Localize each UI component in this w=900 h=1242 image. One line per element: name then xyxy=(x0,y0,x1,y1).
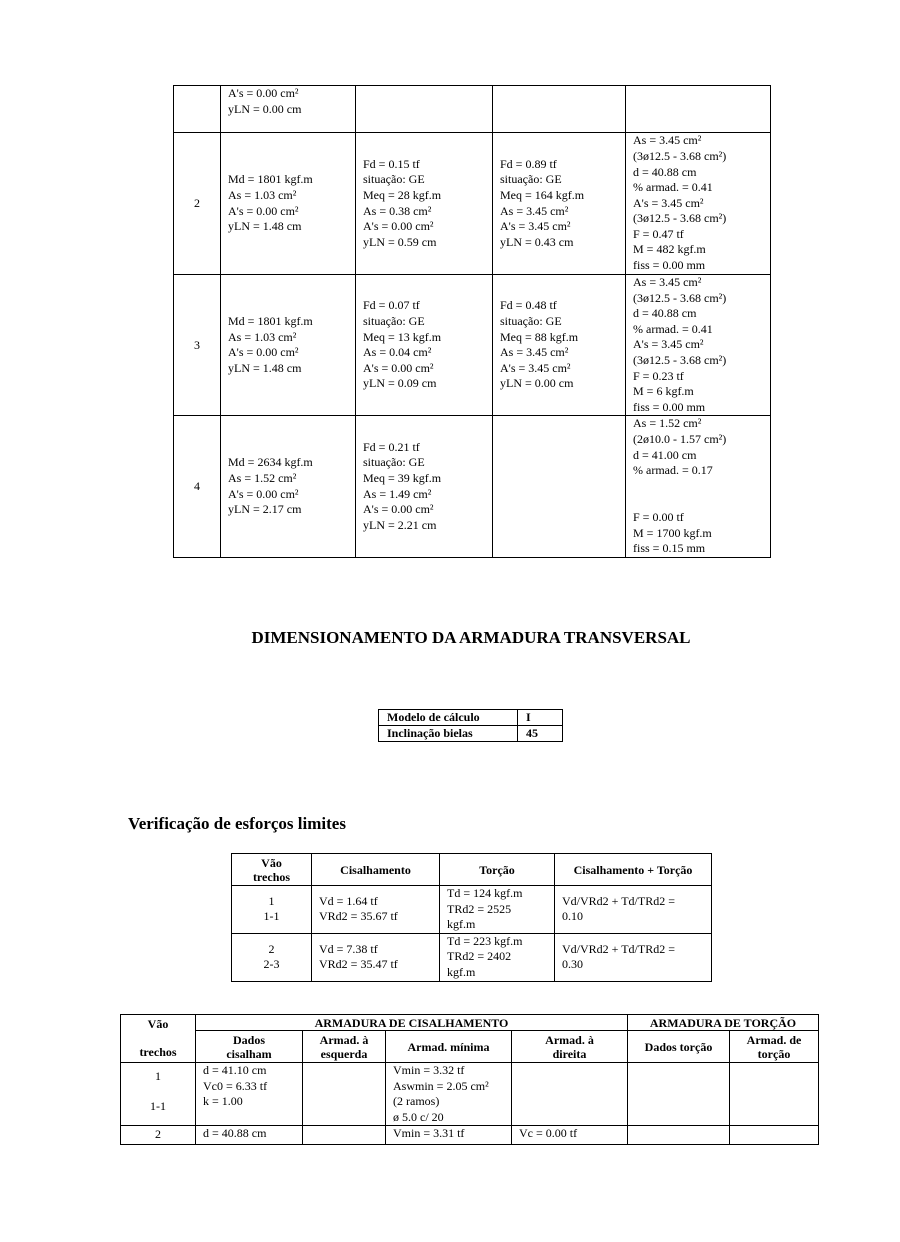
vao-header-top: Vão xyxy=(147,1017,169,1031)
column-header: Vão trechos xyxy=(232,854,312,886)
column-header: Armad. à direita xyxy=(512,1031,628,1063)
limits-table xyxy=(231,853,712,982)
table-cell xyxy=(512,1063,628,1126)
column-header: Torção xyxy=(440,854,555,886)
table-cell: Td = 124 kgf.m TRd2 = 2525 kgf.m xyxy=(440,886,555,934)
table-cell: Fd = 0.21 tf situação: GE Meq = 39 kgf.m As = 1.49 cm² A's = 0.00 cm² yLN = 2.21 cm xyxy=(356,416,493,557)
table-cell: d = 40.88 cm xyxy=(196,1126,303,1145)
group-header-torsion: ARMADURA DE TORÇÃO xyxy=(628,1015,819,1031)
param-label: Inclinação bielas xyxy=(379,726,518,742)
table-cell: Fd = 0.07 tf situação: GE Meq = 13 kgf.m As = 0.04 cm² A's = 0.00 cm² yLN = 0.09 cm xyxy=(356,275,493,416)
table-cell: Md = 2634 kgf.m As = 1.52 cm² A's = 0.00 cm² yLN = 2.17 cm xyxy=(221,416,356,557)
table-cell: Md = 1801 kgf.m As = 1.03 cm² A's = 0.00 cm² yLN = 1.48 cm xyxy=(221,133,356,275)
table-cell-id: 2 xyxy=(174,133,221,275)
table-cell-id: 3 xyxy=(174,275,221,416)
table-cell: Vd/VRd2 + Td/TRd2 = 0.10 xyxy=(555,886,712,934)
table-cell xyxy=(730,1063,819,1126)
table-cell xyxy=(493,86,626,133)
table-row xyxy=(121,1126,819,1145)
table-cell: Md = 1801 kgf.m As = 1.03 cm² A's = 0.00 cm² yLN = 1.48 cm xyxy=(221,275,356,416)
table-header-row xyxy=(121,1031,819,1063)
table-cell xyxy=(730,1126,819,1145)
table-row xyxy=(174,133,771,275)
vao-header-bottom: trechos xyxy=(139,1045,177,1059)
table-cell xyxy=(493,416,626,557)
table-cell-vao xyxy=(121,1126,196,1145)
vao-trecho: 1-1 xyxy=(150,1098,166,1113)
table-cell: A's = 0.00 cm² yLN = 0.00 cm xyxy=(221,86,356,133)
column-header: Cisalhamento xyxy=(312,854,440,886)
table-header-row xyxy=(121,1015,819,1031)
table-header-row xyxy=(232,854,712,886)
table-cell xyxy=(356,86,493,133)
table-cell xyxy=(628,1063,730,1126)
subsection-title: Verificação de esforços limites xyxy=(128,814,346,833)
column-header: Dados cisalham xyxy=(196,1031,303,1063)
table-row xyxy=(174,416,771,557)
table-cell xyxy=(628,1126,730,1145)
table-cell xyxy=(303,1063,386,1126)
table-cell: d = 41.10 cm Vc0 = 6.33 tf k = 1.00 xyxy=(196,1063,303,1126)
table-cell-id: 4 xyxy=(174,416,221,557)
table-cell: As = 1.52 cm² (2ø10.0 - 1.57 cm²) d = 41.00 cm % armad. = 0.17 F = 0.00 tf M = 1700 kgf.m fiss = 0.15 mm xyxy=(626,416,771,557)
param-value: I xyxy=(518,710,563,726)
table-cell: As = 3.45 cm² (3ø12.5 - 3.68 cm²) d = 40.88 cm % armad. = 0.41 A's = 3.45 cm² (3ø12.5 - 3.68 cm²) F = 0.47 tf M = 482 kgf.m fiss = 0.00 mm xyxy=(626,133,771,275)
flexure-table xyxy=(173,85,771,558)
table-cell: Vd = 1.64 tf VRd2 = 35.67 tf xyxy=(312,886,440,934)
table-cell: Vc = 0.00 tf xyxy=(512,1126,628,1145)
table-cell: 2 2-3 xyxy=(232,933,312,981)
table-cell: Vmin = 3.32 tf Aswmin = 2.05 cm² (2 ramos) ø 5.0 c/ 20 xyxy=(386,1063,512,1126)
column-header: Cisalhamento + Torção xyxy=(555,854,712,886)
table-row xyxy=(121,1063,819,1126)
table-cell: Td = 223 kgf.m TRd2 = 2402 kgf.m xyxy=(440,933,555,981)
table-cell: Vmin = 3.31 tf xyxy=(386,1126,512,1145)
table-cell: Fd = 0.48 tf situação: GE Meq = 88 kgf.m As = 3.45 cm² A's = 3.45 cm² yLN = 0.00 cm xyxy=(493,275,626,416)
calc-params-table xyxy=(378,709,563,742)
table-row xyxy=(379,710,563,726)
table-row xyxy=(379,726,563,742)
section-title: DIMENSIONAMENTO DA ARMADURA TRANSVERSAL xyxy=(251,628,691,647)
table-cell xyxy=(626,86,771,133)
group-header-shear: ARMADURA DE CISALHAMENTO xyxy=(196,1015,628,1031)
table-cell: Vd = 7.38 tf VRd2 = 35.47 tf xyxy=(312,933,440,981)
reinforcement-table xyxy=(120,1014,819,1145)
param-label: Modelo de cálculo xyxy=(379,710,518,726)
table-row xyxy=(232,886,712,934)
column-header-vao xyxy=(121,1015,196,1063)
table-cell-vao xyxy=(121,1063,196,1126)
table-row xyxy=(174,86,771,133)
column-header: Dados torção xyxy=(628,1031,730,1063)
table-row xyxy=(232,933,712,981)
column-header: Armad. de torção xyxy=(730,1031,819,1063)
table-cell xyxy=(303,1126,386,1145)
column-header: Armad. à esquerda xyxy=(303,1031,386,1063)
table-cell: Fd = 0.89 tf situação: GE Meq = 164 kgf.m As = 3.45 cm² A's = 3.45 cm² yLN = 0.43 cm xyxy=(493,133,626,275)
table-cell: Vd/VRd2 + Td/TRd2 = 0.30 xyxy=(555,933,712,981)
vao-number: 2 xyxy=(155,1127,161,1142)
table-cell: Fd = 0.15 tf situação: GE Meq = 28 kgf.m As = 0.38 cm² A's = 0.00 cm² yLN = 0.59 cm xyxy=(356,133,493,275)
vao-number: 1 xyxy=(155,1069,161,1083)
table-cell: As = 3.45 cm² (3ø12.5 - 3.68 cm²) d = 40.88 cm % armad. = 0.41 A's = 3.45 cm² (3ø12.5 - 3.68 cm²) F = 0.23 tf M = 6 kgf.m fiss = 0.00 mm xyxy=(626,275,771,416)
param-value: 45 xyxy=(518,726,563,742)
table-row xyxy=(174,275,771,416)
column-header: Armad. mínima xyxy=(386,1031,512,1063)
table-cell-id xyxy=(174,86,221,133)
table-cell: 1 1-1 xyxy=(232,886,312,934)
